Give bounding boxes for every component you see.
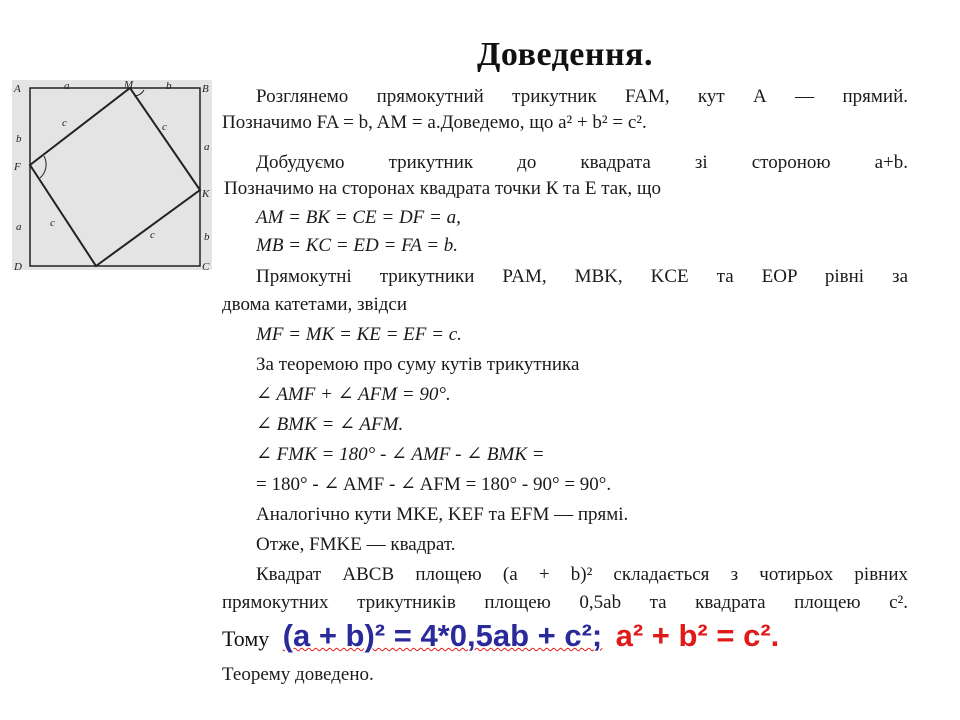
proof-line-8: двома катетами, звідси <box>222 294 408 315</box>
proof-line-1: Розглянемо прямокутний трикутник FAM, кут А — прямий. <box>256 86 908 107</box>
side-label-b-right: b <box>204 231 210 243</box>
proof-line-16: Отже, FMKE — квадрат. <box>256 534 456 555</box>
conclusion-formula <box>222 618 779 654</box>
proof-line-4: Позначимо на сторонах квадрата точки К та Е так, що <box>224 178 662 199</box>
proof-line-6: MB = KC = ED = FA = b. <box>256 235 459 256</box>
proof-line-12: ∠ BMK = ∠ AFM. <box>256 414 404 435</box>
vertex-f-label: F <box>14 161 21 173</box>
square-diagram <box>12 80 212 270</box>
outer-square <box>30 88 200 266</box>
angle-arc-f <box>40 156 46 178</box>
side-label-b-left: b <box>16 133 22 145</box>
side-label-a-top: a <box>64 80 70 92</box>
proof-line-3: Добудуємо трикутник до квадрата зі стороною a+b. <box>256 152 908 173</box>
proof-line-2: Позначимо FA = b, AM = a.Доведемо, що a² + b² = c². <box>222 112 647 133</box>
proof-line-11: ∠ AMF + ∠ AFM = 90°. <box>256 384 451 405</box>
proof-line-9: MF = MK = KE = EF = c. <box>256 324 462 345</box>
side-label-a-left: a <box>16 221 22 233</box>
hyp-label-c-4: c <box>150 229 155 241</box>
proof-line-17: Квадрат ABCB площею (a + b)² складається з чотирьох рівних <box>256 564 908 585</box>
proof-line-7: Прямокутні трикутники PAM, MBK, KCE та EOP рівні за <box>256 266 908 287</box>
vertex-k-label: K <box>202 188 210 200</box>
conclusion-blue-equation: (a + b)² = 4*0,5ab + c²; <box>282 618 603 653</box>
side-label-b-top: b <box>166 80 172 92</box>
vertex-a-label: A <box>14 83 21 95</box>
proof-line-14: = 180° - ∠ AMF - ∠ AFM = 180° - 90° = 90°. <box>256 474 612 495</box>
hyp-label-c-3: c <box>50 217 55 229</box>
hyp-label-c-2: c <box>162 121 167 133</box>
vertex-b-label: B <box>202 83 209 95</box>
proof-line-5: AM = BK = CE = DF = a, <box>256 207 461 228</box>
conclusion-lead: Тому <box>222 626 270 651</box>
diagram-svg <box>12 80 212 270</box>
proof-line-13: ∠ FMK = 180° - ∠ AMF - ∠ BMK = <box>256 444 545 465</box>
vertex-m-label: M <box>124 80 134 91</box>
hyp-label-c-1: c <box>62 117 67 129</box>
proof-line-10: За теоремою про суму кутів трикутника <box>256 354 580 375</box>
side-label-a-right: a <box>204 141 210 153</box>
proof-line-18: прямокутних трикутників площею 0,5ab та квадрата площею c². <box>222 592 908 613</box>
vertex-c-label: C <box>202 261 210 270</box>
proof-line-15: Аналогічно кути MKE, KEF та EFM — прямі. <box>256 504 629 525</box>
page-title: Доведення. <box>477 36 653 73</box>
vertex-d-label: D <box>14 261 22 270</box>
inner-square <box>30 88 200 266</box>
conclusion-red-equation: a² + b² = c². <box>615 618 780 653</box>
closing-line: Теорему доведено. <box>222 664 374 685</box>
